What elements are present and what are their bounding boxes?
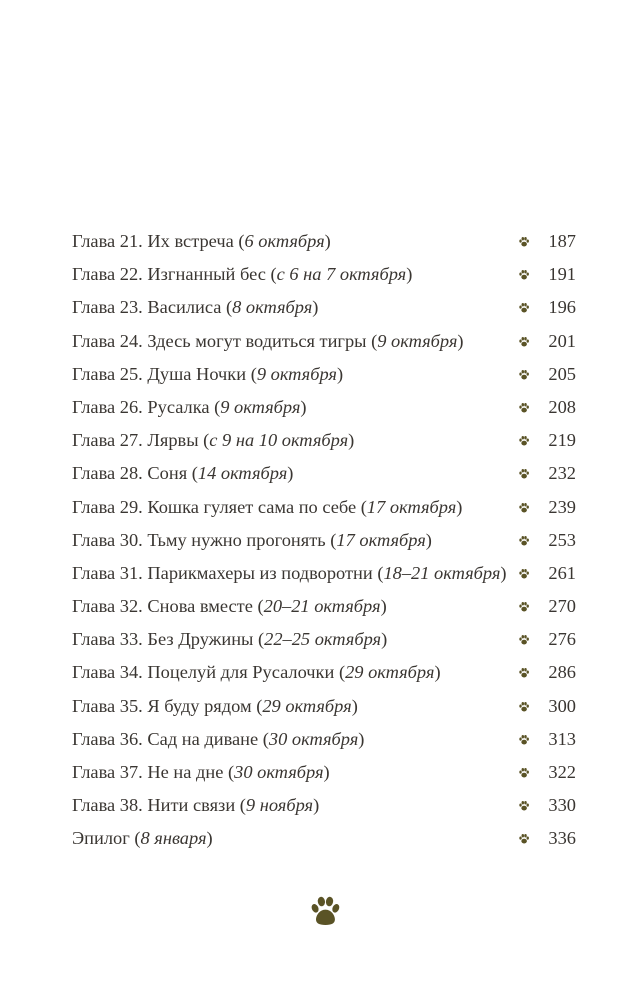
toc-entry-title: Глава 35. Я буду рядом (29 октября) <box>72 695 358 716</box>
chapter-title: Без Дружины <box>147 629 254 650</box>
paw-print-icon <box>518 568 530 580</box>
chapter-title: Их встреча <box>147 231 234 251</box>
toc-entry-title: Глава 29. Кошка гуляет сама по себе (17 октября) <box>72 496 463 517</box>
table-of-contents <box>72 225 578 856</box>
toc-entry <box>72 656 578 689</box>
page-number: 336 <box>548 828 576 849</box>
toc-entry-title: Глава 36. Сад на диване (30 октября) <box>72 728 365 749</box>
paw-print-icon <box>307 893 343 929</box>
chapter-title: Я буду рядом <box>147 695 252 716</box>
paw-print-icon <box>518 634 530 646</box>
chapter-date: с 6 на 7 октября <box>276 264 407 285</box>
chapter-number: Глава 29. <box>72 496 143 517</box>
toc-entry-title: Глава 33. Без Дружины (22–25 октября) <box>72 629 388 650</box>
paw-print-icon <box>518 502 530 514</box>
paw-print-icon <box>518 269 530 281</box>
toc-entry <box>72 391 578 424</box>
page-number: 219 <box>548 430 576 451</box>
toc-entry <box>72 756 578 789</box>
page-number: 196 <box>548 297 576 318</box>
chapter-number: Глава 24. <box>72 330 143 351</box>
chapter-date: 17 октября <box>336 529 426 550</box>
chapter-number: Глава 32. <box>72 596 143 617</box>
paw-print-icon <box>518 302 530 314</box>
chapter-title: Русалка <box>147 396 210 417</box>
paw-print-icon <box>518 667 530 679</box>
chapter-number: Глава 27. <box>72 430 143 451</box>
toc-entry <box>72 690 578 723</box>
toc-entry-title: Глава 22. Изгнанный бес (с 6 на 7 октября) <box>72 264 413 285</box>
paw-print-icon <box>518 833 530 845</box>
toc-entry-title: Глава 31. Парикмахеры из подворотни (18–21 октября) <box>72 562 507 583</box>
chapter-date: 30 октября <box>234 762 324 782</box>
chapter-number: Глава 21. <box>72 231 143 251</box>
chapter-date: 14 октября <box>197 463 288 484</box>
chapter-title: Парикмахеры из подворотни <box>147 562 373 583</box>
chapter-number: Глава 31. <box>72 562 143 583</box>
chapter-title: Василиса <box>147 297 222 318</box>
paw-print-icon <box>518 435 530 447</box>
chapter-title: Душа Ночки <box>147 363 247 384</box>
toc-entry <box>72 325 578 358</box>
page-number: 239 <box>548 496 576 517</box>
chapter-number: Глава 33. <box>72 629 143 650</box>
page-number: 253 <box>548 529 576 550</box>
page-number: 330 <box>548 795 576 816</box>
toc-entry <box>72 524 578 557</box>
toc-entry-title: Глава 32. Снова вместе (20–21 октября) <box>72 596 387 617</box>
paw-print-icon <box>518 601 530 613</box>
toc-entry <box>72 491 578 524</box>
toc-entry <box>72 789 578 822</box>
chapter-date: 9 октября <box>377 330 458 351</box>
chapter-date: 9 октября <box>256 363 337 384</box>
chapter-date: 9 октября <box>220 396 301 417</box>
paw-print-icon <box>518 369 530 381</box>
toc-entry <box>72 723 578 756</box>
paw-print-icon <box>518 767 530 779</box>
paw-print-icon <box>518 336 530 348</box>
toc-entry <box>72 424 578 457</box>
chapter-date: 30 октября <box>268 728 359 749</box>
page-number: 286 <box>548 662 576 683</box>
toc-entry-title: Глава 25. Душа Ночки (9 октября) <box>72 363 344 384</box>
chapter-number: Глава 22. <box>72 264 143 285</box>
paw-print-icon <box>518 734 530 746</box>
chapter-number: Глава 38. <box>72 795 143 816</box>
chapter-number: Глава 35. <box>72 695 143 716</box>
chapter-date: 9 ноября <box>245 795 314 816</box>
page-number: 276 <box>548 629 576 650</box>
chapter-date: 29 октября <box>345 662 435 683</box>
toc-entry-title: Глава 24. Здесь могут водиться тигры (9 октября) <box>72 330 464 351</box>
chapter-title: Не на дне <box>147 762 224 782</box>
chapter-date: 17 октября <box>366 496 457 517</box>
toc-entry <box>72 457 578 490</box>
toc-entry <box>72 590 578 623</box>
toc-entry <box>72 225 578 258</box>
toc-entry-title: Эпилог (8 января) <box>72 828 213 849</box>
chapter-title: Соня <box>147 463 188 484</box>
chapter-date: 8 октября <box>232 297 313 318</box>
chapter-number: Глава 23. <box>72 297 143 318</box>
page-number: 201 <box>548 330 576 351</box>
chapter-title: Лярвы <box>147 430 199 451</box>
toc-entry <box>72 623 578 656</box>
paw-print-icon <box>518 800 530 812</box>
page-number: 191 <box>548 264 576 285</box>
chapter-title: Здесь могут водиться тигры <box>147 330 367 351</box>
page-number: 300 <box>548 695 576 716</box>
paw-print-icon <box>518 468 530 480</box>
toc-entry-title: Глава 21. Их встреча (6 октября) <box>72 231 331 251</box>
toc-entry-title: Глава 38. Нити связи (9 ноября) <box>72 795 320 816</box>
paw-print-icon <box>518 236 530 248</box>
toc-entry <box>72 291 578 324</box>
paw-print-icon <box>518 701 530 713</box>
chapter-date: 20–21 октября <box>263 596 381 617</box>
chapter-date: 18–21 октября <box>383 562 501 583</box>
chapter-number: Глава 34. <box>72 662 143 683</box>
chapter-title: Тьму нужно прогонять <box>147 529 326 550</box>
toc-entry-title: Глава 23. Василиса (8 октября) <box>72 297 319 318</box>
toc-entry-title: Глава 30. Тьму нужно прогонять (17 октября) <box>72 529 432 550</box>
toc-entry-title: Глава 27. Лярвы (с 9 на 10 октября) <box>72 430 355 451</box>
chapter-number: Глава 37. <box>72 762 143 782</box>
chapter-date: с 9 на 10 октября <box>209 430 349 451</box>
toc-entry-title: Глава 37. Не на дне (30 октября) <box>72 762 330 782</box>
chapter-date: 29 октября <box>262 695 352 716</box>
toc-entry <box>72 258 578 291</box>
chapter-date: 6 октября <box>244 231 325 251</box>
chapter-title: Поцелуй для Русалочки <box>147 662 335 683</box>
chapter-title: Сад на диване <box>147 728 259 749</box>
page-number: 205 <box>548 363 576 384</box>
toc-entry <box>72 358 578 391</box>
chapter-title: Изгнанный бес <box>147 264 266 285</box>
page-number: 187 <box>548 231 576 251</box>
chapter-title: Снова вместе <box>147 596 253 617</box>
chapter-date: 8 января <box>140 828 207 849</box>
toc-entry-title: Глава 34. Поцелуй для Русалочки (29 октября) <box>72 662 441 683</box>
toc-entry <box>72 557 578 590</box>
chapter-number: Глава 36. <box>72 728 143 749</box>
toc-entry-title: Глава 28. Соня (14 октября) <box>72 463 294 484</box>
paw-print-icon <box>518 535 530 547</box>
chapter-number: Глава 30. <box>72 529 143 550</box>
chapter-number: Глава 26. <box>72 396 143 417</box>
chapter-title: Эпилог <box>72 828 130 849</box>
chapter-number: Глава 28. <box>72 463 143 484</box>
page-number: 322 <box>548 762 576 782</box>
chapter-date: 22–25 октября <box>264 629 382 650</box>
toc-entry-title: Глава 26. Русалка (9 октября) <box>72 396 307 417</box>
paw-print-icon <box>518 402 530 414</box>
chapter-number: Глава 25. <box>72 363 143 384</box>
page-number: 208 <box>548 396 576 417</box>
page-number: 261 <box>548 562 576 583</box>
page-number: 232 <box>548 463 576 484</box>
page-number: 270 <box>548 596 576 617</box>
page-number: 313 <box>548 728 576 749</box>
toc-entry <box>72 822 578 855</box>
chapter-title: Кошка гуляет сама по себе <box>147 496 357 517</box>
chapter-title: Нити связи <box>147 795 236 816</box>
